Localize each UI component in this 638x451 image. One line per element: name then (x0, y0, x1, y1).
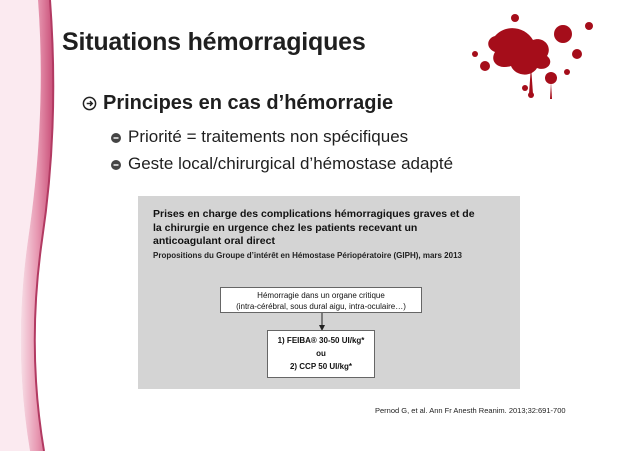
pink-ribbon-decoration (0, 0, 64, 451)
figure-title-line: la chirurgie en urgence chez les patients recevant un (153, 221, 418, 234)
bullet-main-text: Principes en cas d’hémorragie (103, 92, 394, 114)
slide-title: Situations hémorragiques (62, 28, 366, 56)
treatment-option-1: 1) FEIBA® 30-50 UI/kg* (277, 336, 365, 345)
organ-critical-box (220, 287, 422, 313)
sub-bullet-text: Geste local/chirurgical d’hémostase adapté (128, 154, 454, 173)
sub-bullet (110, 154, 453, 174)
treatment-option-2: 2) CCP 50 UI/kg* (289, 362, 353, 371)
organ-critical-label: Hémorragie dans un organe critique (257, 291, 385, 300)
sub-bullet (110, 127, 408, 147)
blood-splatter-icon (455, 6, 605, 101)
treatment-or: ou (316, 349, 326, 358)
bullet-circle-icon (110, 159, 122, 171)
figure-title-line: anticoagulant oral direct (153, 235, 275, 247)
sub-bullet-text: Priorité = traitements non spécifiques (128, 127, 409, 146)
figure-title-line: Prises en charge des complications hémorragiques graves et de (153, 208, 475, 220)
figure-panel (138, 196, 520, 389)
organ-critical-detail: (intra-cérébral, sous dural aigu, intra-oculaire…) (236, 302, 406, 311)
figure-subtitle: Propositions du Groupe d’intérêt en Hémostase Périopératoire (GIPH), mars 2013 (153, 251, 462, 260)
treatment-box (267, 330, 375, 378)
citation: Pernod G, et al. Ann Fr Anesth Reanim. 2013;32:691-700 (375, 406, 566, 415)
figure-title (153, 208, 513, 249)
bullet-circle-icon (82, 96, 97, 111)
bullet-main (82, 92, 393, 115)
arrow-down-icon (319, 313, 325, 331)
bullet-circle-icon (110, 132, 122, 144)
